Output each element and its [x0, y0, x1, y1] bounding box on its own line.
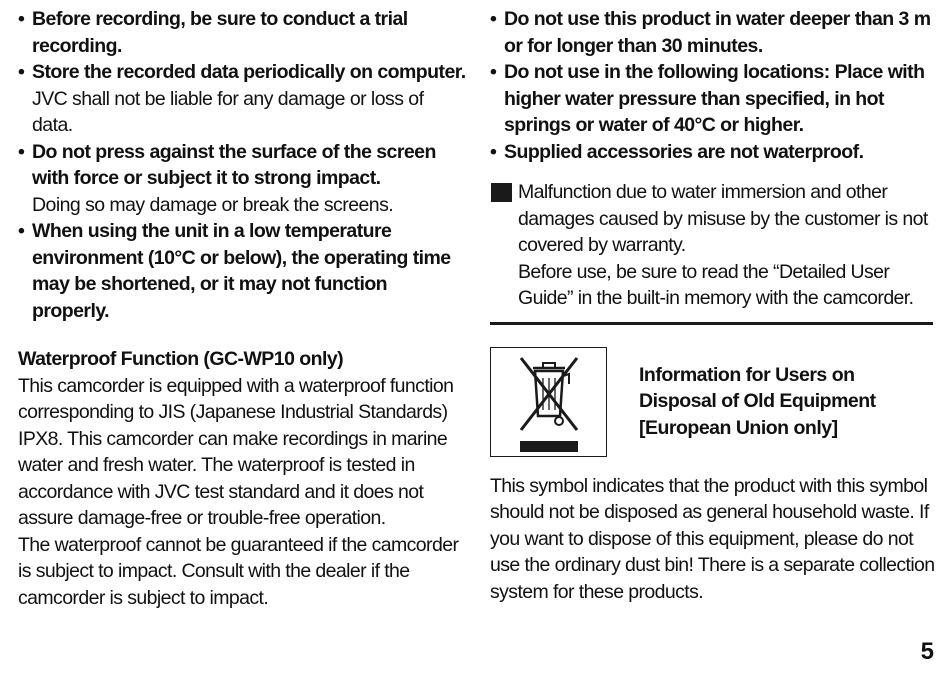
- bullet-dot: •: [490, 61, 497, 83]
- bullet-dot: •: [18, 8, 25, 30]
- bullet-heading: Store the recorded data periodically on computer.: [32, 61, 466, 83]
- bullet-heading: Do not use this product in water deeper than 3 m or for longer than 30 minutes.: [504, 8, 931, 57]
- bullet-store-data: [18, 59, 468, 139]
- waterproof-paragraph-1: This camcorder is equipped with a waterproof function corresponding to JIS (Japanese Industrial Standards) IPX8. This camcorder can make recordings in marine water and fresh water. The waterproof is tested in accordance with JVC test standard and it does not assure damage-free or trouble-free operation.: [18, 374, 454, 529]
- bullet-note: Doing so may damage or break the screens.: [32, 193, 394, 216]
- bullet-heading: Supplied accessories are not waterproof.: [504, 140, 864, 163]
- crossed-out-wheelie-bin-icon: [513, 354, 585, 436]
- page-number: 5: [920, 638, 934, 665]
- disposal-heading-line-3: [European Union only]: [639, 416, 838, 439]
- bullet-note: JVC shall not be liable for any damage or loss of data.: [32, 87, 424, 136]
- weee-bar: [520, 441, 578, 452]
- bullet-locations: [490, 59, 935, 139]
- left-column: [18, 6, 468, 611]
- bullet-screen-pressure: [18, 139, 468, 219]
- disposal-heading: [639, 362, 876, 442]
- bullet-low-temperature: [18, 218, 468, 324]
- warranty-notice: [490, 179, 935, 312]
- bullet-heading: Do not use in the following locations: Place with higher water pressure than specified, in hot springs or water of 40°C or higher.: [504, 61, 925, 136]
- notice-line-1: Malfunction due to water immersion and other damages caused by misuse by the customer is not covered by warranty.: [518, 181, 928, 256]
- right-bullet-list: [490, 6, 935, 165]
- waterproof-section-title: Waterproof Function (GC-WP10 only): [18, 348, 344, 370]
- bullet-trial-recording: [18, 6, 468, 59]
- bullet-water-depth: [490, 6, 935, 59]
- bullet-dot: •: [18, 61, 25, 83]
- left-bullet-list: [18, 6, 468, 324]
- bullet-accessories: [490, 139, 935, 166]
- bullet-heading: Before recording, be sure to conduct a trial recording.: [32, 8, 408, 57]
- bullet-dot: •: [18, 140, 25, 163]
- bullet-heading: When using the unit in a low temperature environment (10°C or below), the operating time may be shortened, or it may not function properly.: [32, 220, 451, 322]
- bullet-dot: •: [490, 140, 497, 163]
- weee-symbol-box: [490, 347, 607, 457]
- section-divider: [490, 322, 933, 325]
- notice-square-icon: [491, 183, 512, 202]
- waterproof-paragraph-2: The waterproof cannot be guaranteed if the camcorder is subject to impact. Consult with the dealer if the camcorder is subject to impact.: [18, 533, 459, 609]
- disposal-text: This symbol indicates that the product with this symbol should not be disposed as general household waste. If you want to dispose of this equipment, please do not use the ordinary dust bin! There is a separate collection system for these products.: [490, 474, 935, 603]
- bullet-dot: •: [18, 220, 25, 242]
- disposal-header: [490, 347, 935, 457]
- notice-line-2: Before use, be sure to read the “Detailed User Guide” in the built-in memory with the camcorder.: [518, 260, 914, 309]
- disposal-heading-line-2: Disposal of Old Equipment: [639, 390, 876, 413]
- bullet-dot: •: [490, 8, 497, 30]
- bullet-heading: Do not press against the surface of the screen with force or subject it to strong impact.: [32, 140, 436, 189]
- right-column: [490, 6, 935, 605]
- disposal-heading-line-1: Information for Users on: [639, 363, 855, 386]
